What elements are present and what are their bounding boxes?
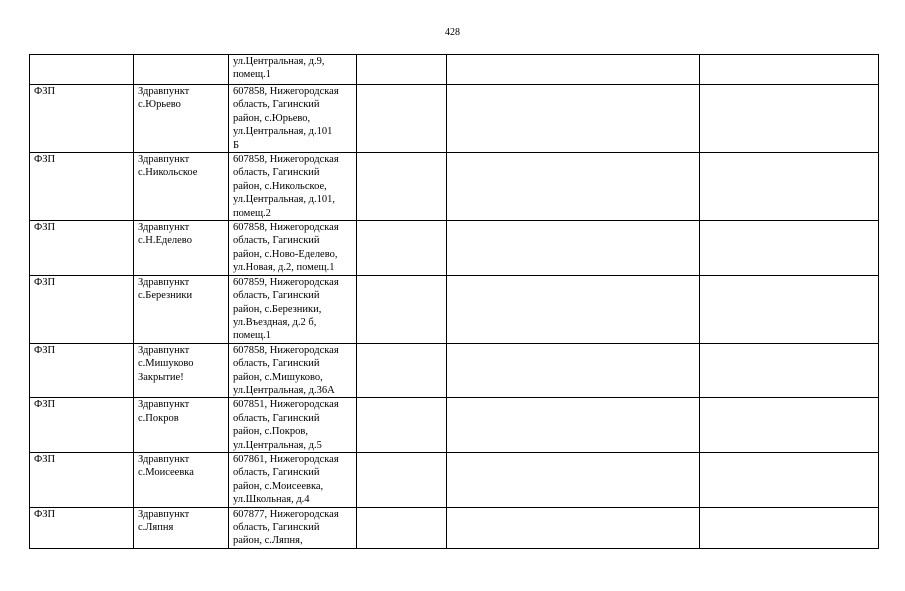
- type-cell: ФЗП: [30, 85, 134, 153]
- address-cell: 607851, Нижегородская область, Гагинский район, с.Покров, ул.Центральная, д.5: [229, 398, 357, 453]
- table-row: [30, 398, 879, 453]
- column-4-cell: [357, 221, 447, 276]
- column-5-cell: [447, 221, 700, 276]
- address-cell: 607861, Нижегородская область, Гагинский район, с.Моисеевка, ул.Школьная, д.4: [229, 452, 357, 507]
- facility-name-cell: Здравпункт с.Моисеевка: [134, 452, 229, 507]
- address-cell: 607858, Нижегородская область, Гагинский район, с.Юрьево, ул.Центральная, д.101 Б: [229, 85, 357, 153]
- column-6-cell: [700, 55, 879, 85]
- column-4-cell: [357, 398, 447, 453]
- column-6-cell: [700, 85, 879, 153]
- column-5-cell: [447, 507, 700, 548]
- address-cell: 607858, Нижегородская область, Гагинский район, с.Никольское, ул.Центральная, д.101, помещ.2: [229, 153, 357, 221]
- column-6-cell: [700, 221, 879, 276]
- column-4-cell: [357, 275, 447, 343]
- column-6-cell: [700, 507, 879, 548]
- table-body: [30, 55, 879, 549]
- type-cell: ФЗП: [30, 343, 134, 398]
- column-6-cell: [700, 452, 879, 507]
- table-row: [30, 153, 879, 221]
- type-cell: [30, 55, 134, 85]
- column-6-cell: [700, 153, 879, 221]
- type-cell: ФЗП: [30, 452, 134, 507]
- facility-name-cell: Здравпункт с.Покров: [134, 398, 229, 453]
- column-5-cell: [447, 55, 700, 85]
- facility-name-cell: Здравпункт с.Н.Еделево: [134, 221, 229, 276]
- column-4-cell: [357, 153, 447, 221]
- column-6-cell: [700, 275, 879, 343]
- table-row: [30, 85, 879, 153]
- type-cell: ФЗП: [30, 398, 134, 453]
- column-5-cell: [447, 452, 700, 507]
- column-5-cell: [447, 275, 700, 343]
- table-row: [30, 275, 879, 343]
- column-5-cell: [447, 398, 700, 453]
- column-5-cell: [447, 153, 700, 221]
- table-row: [30, 221, 879, 276]
- column-4-cell: [357, 452, 447, 507]
- table-row: [30, 507, 879, 548]
- facility-name-cell: Здравпункт с.Мишуково Закрытие!: [134, 343, 229, 398]
- type-cell: ФЗП: [30, 275, 134, 343]
- facility-name-cell: Здравпункт с.Ляпня: [134, 507, 229, 548]
- address-cell: 607858, Нижегородская область, Гагинский район, с.Мишуково, ул.Центральная, д.36А: [229, 343, 357, 398]
- facility-name-cell: [134, 55, 229, 85]
- address-cell: 607858, Нижегородская область, Гагинский район, с.Ново-Еделево, ул.Новая, д.2, помещ.1: [229, 221, 357, 276]
- column-4-cell: [357, 55, 447, 85]
- table-row: [30, 55, 879, 85]
- address-cell: 607859, Нижегородская область, Гагинский район, с.Березники, ул.Въездная, д.2 б, помещ.1: [229, 275, 357, 343]
- column-5-cell: [447, 85, 700, 153]
- facility-name-cell: Здравпункт с.Юрьево: [134, 85, 229, 153]
- address-cell: 607877, Нижегородская область, Гагинский район, с.Ляпня,: [229, 507, 357, 548]
- column-4-cell: [357, 343, 447, 398]
- table-row: [30, 343, 879, 398]
- facility-name-cell: Здравпункт с.Березники: [134, 275, 229, 343]
- page-number: 428: [445, 27, 460, 38]
- column-6-cell: [700, 343, 879, 398]
- column-6-cell: [700, 398, 879, 453]
- facilities-table: [29, 54, 879, 549]
- column-4-cell: [357, 507, 447, 548]
- type-cell: ФЗП: [30, 153, 134, 221]
- column-4-cell: [357, 85, 447, 153]
- facility-name-cell: Здравпункт с.Никольское: [134, 153, 229, 221]
- type-cell: ФЗП: [30, 507, 134, 548]
- column-5-cell: [447, 343, 700, 398]
- table-row: [30, 452, 879, 507]
- type-cell: ФЗП: [30, 221, 134, 276]
- address-cell: ул.Центральная, д.9, помещ.1: [229, 55, 357, 85]
